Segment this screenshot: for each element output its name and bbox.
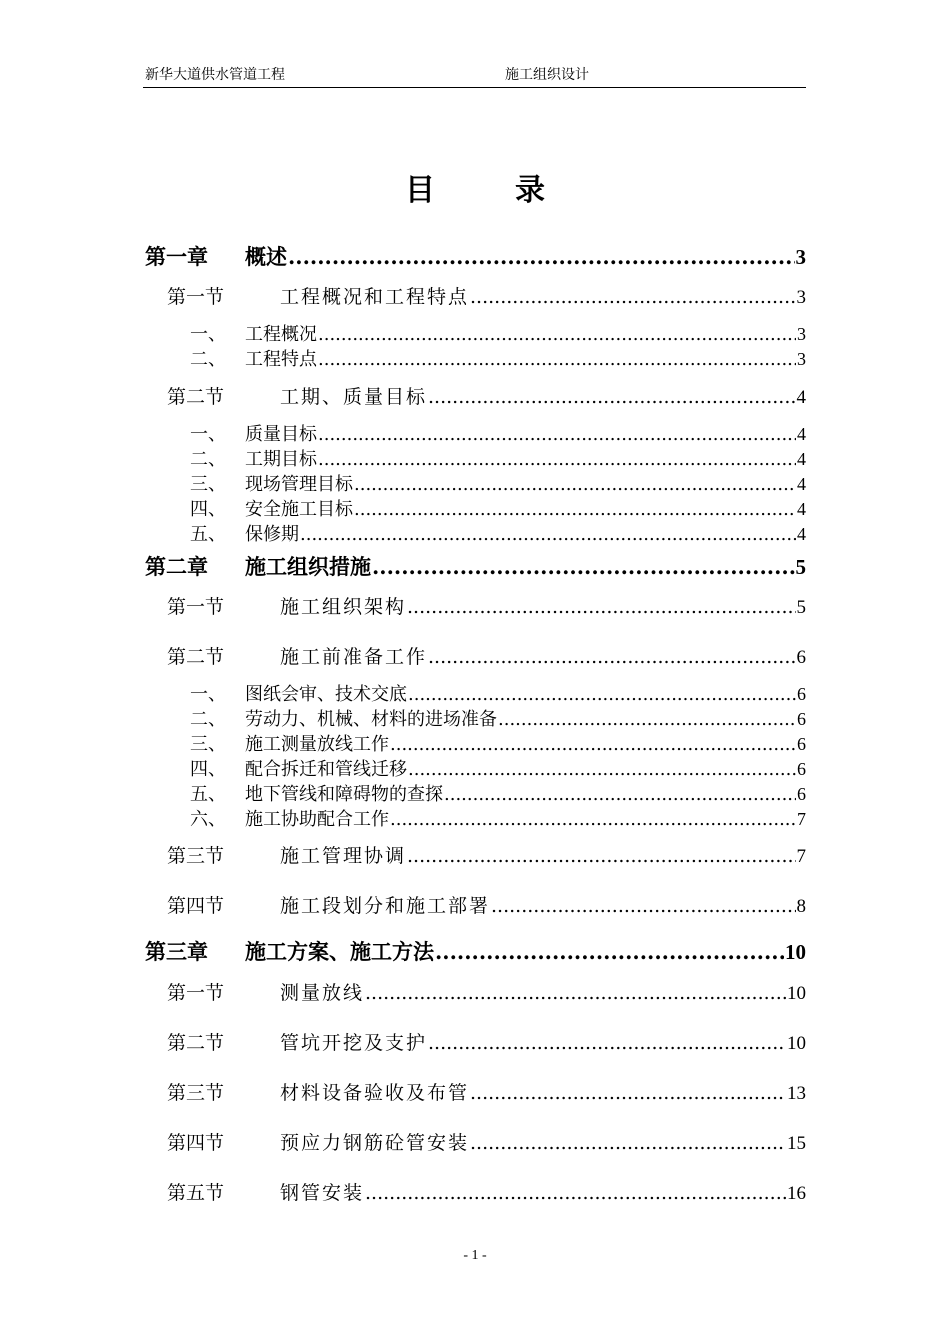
toc-entry-page: 5 (795, 555, 806, 579)
toc-entry-page: 3 (795, 245, 806, 269)
toc-entry-item[interactable] (145, 782, 806, 807)
toc-entry-title: 工期、质量目标 (280, 386, 428, 408)
toc-entry-title: 质量目标 (245, 424, 317, 445)
toc-entry-title: 施工测量放线工作 (245, 734, 389, 755)
toc-entry-page: 4 (797, 524, 806, 544)
toc-entry-number: 六、 (190, 809, 226, 830)
toc-dot-leader (390, 733, 796, 757)
toc-entry-page: 4 (797, 449, 806, 469)
toc-entry-title: 现场管理目标 (245, 474, 353, 495)
toc-entry-page: 8 (796, 896, 806, 917)
toc-entry-section[interactable] (145, 1080, 806, 1107)
page-number: - 1 - (463, 1248, 487, 1263)
toc-entry-section[interactable] (145, 843, 806, 870)
toc-entry-page: 3 (797, 349, 806, 369)
toc-dot-leader (354, 498, 796, 522)
toc-entry-title: 工期目标 (245, 449, 317, 470)
toc-entry-page: 10 (787, 1033, 806, 1054)
toc-dot-leader (408, 683, 796, 707)
toc-entry-title: 施工管理协调 (280, 845, 407, 867)
header-project-name: 新华大道供水管道工程 (145, 67, 285, 83)
toc-dot-leader (288, 243, 795, 271)
toc-entry-title: 施工前准备工作 (280, 646, 428, 668)
toc-dot-leader (428, 1030, 786, 1056)
toc-entry-title: 工程概况和工程特点 (280, 286, 470, 308)
toc-entry-title: 预应力钢筋砼管安装 (280, 1132, 470, 1154)
toc-entry-number: 二、 (190, 349, 226, 370)
toc-entry-title: 管坑开挖及支护 (280, 1032, 428, 1054)
toc-entry-page: 6 (796, 647, 806, 668)
toc-entry-title: 施工方案、施工方法 (245, 940, 434, 964)
toc-entry-page: 3 (796, 287, 806, 308)
toc-entry-page: 10 (787, 983, 806, 1004)
toc-dot-leader (470, 1130, 786, 1156)
toc-entry-number: 一、 (190, 684, 226, 705)
toc-entry-page: 4 (797, 424, 806, 444)
toc-entry-title: 材料设备验收及布管 (280, 1082, 470, 1104)
toc-entry-number: 第二节 (167, 1032, 225, 1054)
toc-entry-item[interactable] (145, 322, 806, 347)
toc-entry-page: 6 (797, 709, 806, 729)
toc-entry-title: 安全施工目标 (245, 499, 353, 520)
toc-dot-leader (428, 644, 795, 670)
toc-entry-number: 第一节 (167, 596, 225, 618)
toc-entry-number: 四、 (190, 499, 226, 520)
toc-entry-item[interactable] (145, 422, 806, 447)
toc-entry-number: 一、 (190, 424, 226, 445)
toc-dot-leader (428, 384, 795, 410)
toc-entry-item[interactable] (145, 472, 806, 497)
toc-entry-section[interactable] (145, 1180, 806, 1207)
toc-dot-leader (435, 938, 784, 966)
toc-entry-number: 五、 (190, 524, 226, 545)
toc-entry-page: 13 (787, 1083, 806, 1104)
toc-dot-leader (318, 448, 796, 472)
toc-entry-item[interactable] (145, 707, 806, 732)
toc-entry-number: 五、 (190, 784, 226, 805)
toc-entry-section[interactable] (145, 980, 806, 1007)
toc-dot-leader (300, 523, 796, 547)
toc-entry-title: 地下管线和障碍物的查探 (245, 784, 443, 805)
toc-entry-title: 配合拆迁和管线迁移 (245, 759, 407, 780)
toc-entry-page: 10 (785, 940, 806, 964)
toc-entry-chapter[interactable] (145, 243, 806, 271)
toc-entry-chapter[interactable] (145, 938, 806, 966)
toc-dot-leader (408, 758, 796, 782)
toc-entry-page: 7 (797, 809, 806, 829)
toc-entry-section[interactable] (145, 284, 806, 311)
toc-entry-number: 第二章 (145, 555, 208, 579)
toc-entry-section[interactable] (145, 1030, 806, 1057)
toc-entry-number: 三、 (190, 734, 226, 755)
toc-entry-item[interactable] (145, 347, 806, 372)
toc-entry-page: 4 (796, 387, 806, 408)
toc-entry-title: 工程特点 (245, 349, 317, 370)
toc-entry-number: 第五节 (167, 1182, 225, 1204)
toc-entry-item[interactable] (145, 807, 806, 832)
toc-entry-page: 15 (787, 1133, 806, 1154)
toc-entry-title: 施工协助配合工作 (245, 809, 389, 830)
toc-dot-leader (444, 783, 796, 807)
toc-dot-leader (470, 1080, 786, 1106)
toc-entry-number: 第三章 (145, 940, 208, 964)
toc-dot-leader (365, 980, 786, 1006)
toc-entry-title: 施工组织措施 (245, 555, 371, 579)
toc-entry-page: 16 (787, 1183, 806, 1204)
toc-entry-page: 6 (797, 684, 806, 704)
toc-entry-item[interactable] (145, 757, 806, 782)
toc-dot-leader (470, 284, 795, 310)
page-header (143, 64, 806, 88)
toc-entry-title: 保修期 (245, 524, 299, 545)
toc-entry-page: 3 (797, 324, 806, 344)
toc-dot-leader (498, 708, 796, 732)
toc-entry-item[interactable] (145, 682, 806, 707)
toc-entry-number: 第一节 (167, 286, 225, 308)
toc-entry-chapter[interactable] (145, 553, 806, 581)
toc-entry-item[interactable] (145, 497, 806, 522)
toc-entry-number: 四、 (190, 759, 226, 780)
toc-dot-leader (365, 1180, 786, 1206)
toc-dot-leader (407, 594, 795, 620)
toc-dot-leader (390, 808, 796, 832)
page-title: 目录 (405, 173, 625, 208)
toc-entry-title: 工程概况 (245, 324, 317, 345)
toc-entry-number: 第二节 (167, 646, 225, 668)
toc-dot-leader (318, 348, 796, 372)
toc-entry-number: 第四节 (167, 1132, 225, 1154)
toc-entry-page: 6 (797, 784, 806, 804)
toc-entry-number: 三、 (190, 474, 226, 495)
toc-entry-title: 施工组织架构 (280, 596, 407, 618)
toc-entry-number: 第一章 (145, 245, 208, 269)
toc-dot-leader (318, 323, 796, 347)
toc-entry-title: 测量放线 (280, 982, 365, 1004)
toc-entry-page: 6 (797, 734, 806, 754)
toc-entry-section[interactable] (145, 893, 806, 920)
toc-entry-section[interactable] (145, 1130, 806, 1157)
toc-dot-leader (318, 423, 796, 447)
toc-entry-number: 第三节 (167, 1082, 225, 1104)
toc-entry-section[interactable] (145, 594, 806, 621)
toc-entry-page: 4 (797, 499, 806, 519)
toc-entry-section[interactable] (145, 644, 806, 671)
toc-dot-leader (407, 843, 795, 869)
toc-dot-leader (354, 473, 796, 497)
toc-entry-page: 5 (796, 597, 806, 618)
toc-entry-number: 第二节 (167, 386, 225, 408)
toc-entry-item[interactable] (145, 522, 806, 547)
toc-entry-title: 钢管安装 (280, 1182, 365, 1204)
toc-dot-leader (491, 893, 795, 919)
toc-entry-section[interactable] (145, 384, 806, 411)
toc-entry-title: 概述 (245, 245, 287, 269)
toc-entry-title: 图纸会审、技术交底 (245, 684, 407, 705)
toc-entry-number: 第三节 (167, 845, 225, 867)
toc-entry-title: 施工段划分和施工部署 (280, 895, 491, 917)
toc-entry-number: 一、 (190, 324, 226, 345)
toc-dot-leader (372, 553, 795, 581)
toc-entry-page: 7 (796, 846, 806, 867)
toc-entry-title: 劳动力、机械、材料的进场准备 (245, 709, 497, 730)
toc-entry-number: 第一节 (167, 982, 225, 1004)
toc-entry-page: 4 (797, 474, 806, 494)
toc-entry-item[interactable] (145, 732, 806, 757)
toc-entry-number: 二、 (190, 709, 226, 730)
toc-entry-item[interactable] (145, 447, 806, 472)
header-document-name: 施工组织设计 (505, 67, 589, 83)
toc-entry-number: 第四节 (167, 895, 225, 917)
toc-entry-number: 二、 (190, 449, 226, 470)
toc-entry-page: 6 (797, 759, 806, 779)
